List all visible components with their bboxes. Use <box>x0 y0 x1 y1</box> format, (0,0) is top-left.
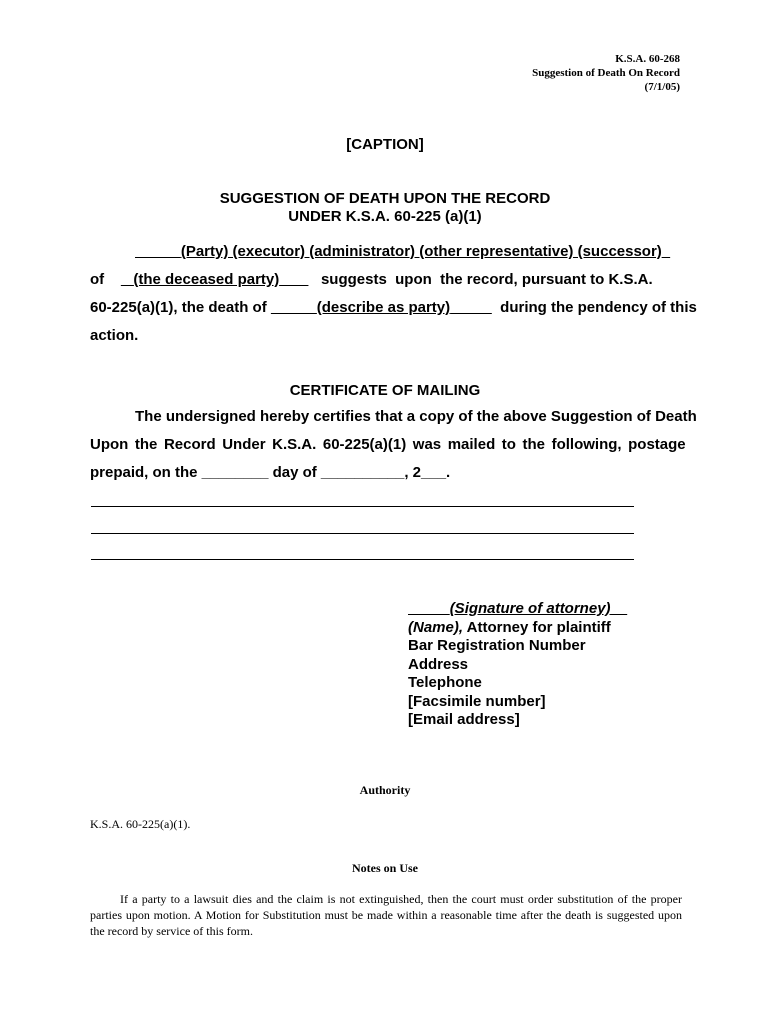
authority-citation: K.S.A. 60-225(a)(1). <box>90 817 191 831</box>
signature-blank <box>408 600 627 617</box>
recipient-line-3 <box>91 559 634 560</box>
title-line-1: SUGGESTION OF DEATH UPON THE RECORD <box>219 190 551 207</box>
title-line-2: UNDER K.S.A. 60-225 (a)(1) <box>288 208 482 225</box>
email: [Email address] <box>408 711 520 728</box>
deceased-line <box>90 271 653 288</box>
header-form-name: Suggestion of Death On Record <box>532 67 680 79</box>
describe-blank <box>271 299 492 316</box>
suggests-text: suggests upon the record, pursuant to K.S.A. <box>320 271 653 288</box>
attorney-for-label: Attorney for plaintiff <box>463 618 611 636</box>
document-title <box>0 190 770 226</box>
describe-blank-text: (describe as party) <box>316 299 451 316</box>
address: Address <box>408 655 469 673</box>
signature-block <box>408 600 627 730</box>
party-blank <box>135 243 670 260</box>
attorney-name-line <box>408 619 627 638</box>
certificate-line-2: Upon the Record Under K.S.A. 60-225(a)(1) was mailed to the following, postage <box>90 436 686 453</box>
notes-text: If a party to a lawsuit dies and the claim is not extinguished, then the court must order substitution of the proper parties upon motion. A Motion for Substitution must be made within a reasonable time after the death is suggested upon the record by service of this form. <box>90 892 682 938</box>
death-of-text: 60-225(a)(1), the death of <box>90 299 267 316</box>
signature-line <box>408 600 627 619</box>
notes-heading: Notes on Use <box>352 861 418 875</box>
death-of-line <box>90 299 697 316</box>
signature-label: (Signature of attorney) <box>449 600 611 617</box>
caption: [CAPTION] <box>346 136 424 153</box>
party-blank-text: (Party) (executor) (administrator) (other representative) (successor) <box>180 243 662 260</box>
pendency-text: during the pendency of this <box>500 299 697 316</box>
party-line <box>135 243 670 260</box>
recipient-line-1 <box>91 506 634 507</box>
name-label: (Name), <box>408 618 464 636</box>
form-header <box>532 52 680 94</box>
header-date: (7/1/05) <box>644 81 680 93</box>
deceased-blank <box>121 271 309 288</box>
facsimile: [Facsimile number] <box>408 692 546 710</box>
telephone: Telephone <box>408 674 482 691</box>
bar-number: Bar Registration Number <box>408 637 586 654</box>
authority-heading: Authority <box>359 783 411 797</box>
deceased-blank-text: (the deceased party) <box>133 271 280 288</box>
certificate-line-3: prepaid, on the ________ day of __________, 2___. <box>90 464 451 481</box>
certificate-line-1: The undersigned hereby certifies that a copy of the above Suggestion of Death <box>135 408 697 425</box>
recipient-line-2 <box>91 533 634 534</box>
of-label: of <box>90 271 105 288</box>
header-statute: K.S.A. 60-268 <box>615 53 680 65</box>
certificate-heading: CERTIFICATE OF MAILING <box>289 382 481 399</box>
action-line: action. <box>90 327 139 344</box>
